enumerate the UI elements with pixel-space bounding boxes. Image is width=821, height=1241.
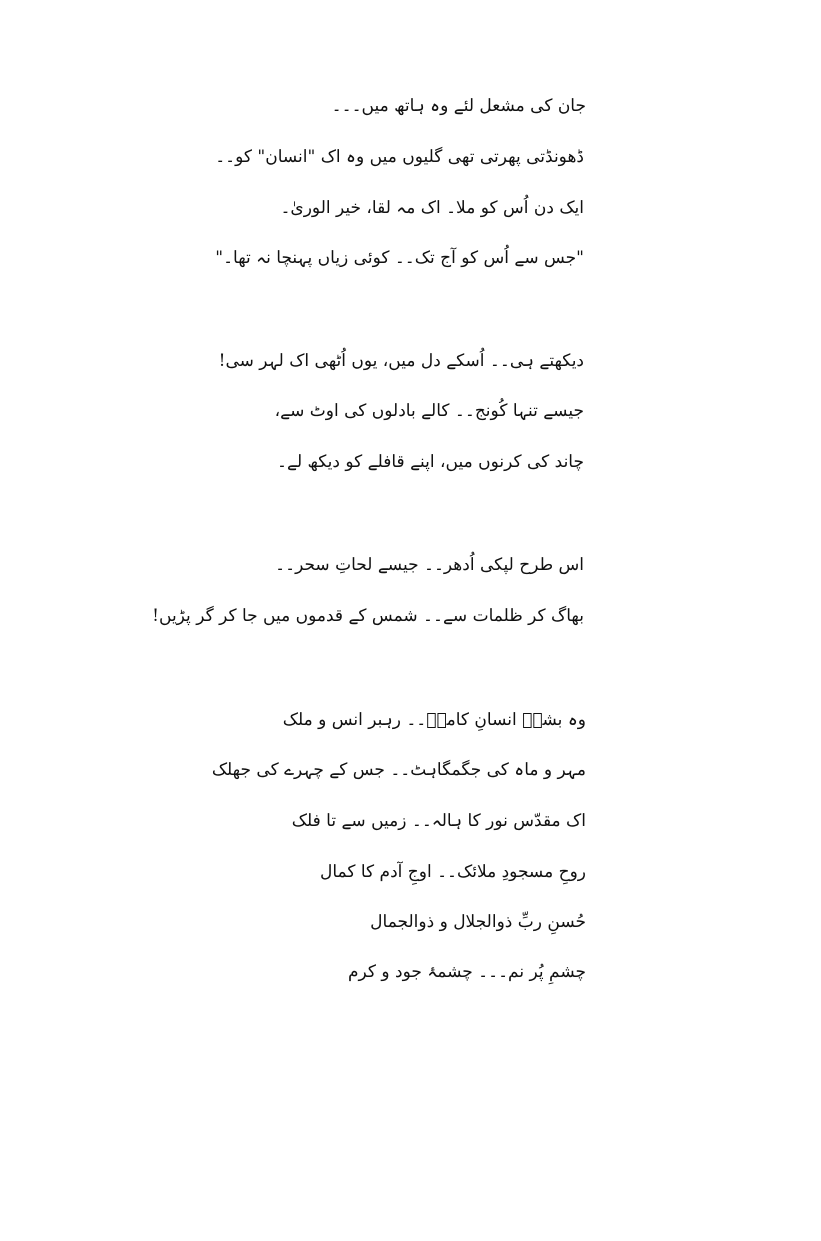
poem-line: ڈھونڈتی پھرتی تھی گلیوں میں وہ اک "انسان" کو۔۔ xyxy=(215,147,584,167)
poem-line: دیکھتے ہی۔۔ اُسکے دل میں، یوں اُٹھی اک لہر سی! xyxy=(218,351,584,371)
poem-line: جان کی مشعل لئے وہ ہاتھ میں۔۔۔ xyxy=(331,96,586,116)
poem-line: اک مقدّس نور کا ہالہ۔۔ زمیں سے تا فلک xyxy=(291,811,586,831)
poem-line: وہ بشرؑ انسانِ کاملؑ۔۔ رہبر انس و ملک xyxy=(282,710,586,730)
poem-line: روحِ مسجودِ ملائک۔۔ اوجِ آدم کا کمال xyxy=(320,862,586,882)
poem-line: چاند کی کرنوں میں، اپنے قافلے کو دیکھ لے۔ xyxy=(277,452,584,472)
poem-line: "جس سے اُس کو آج تک۔۔ کوئی زیاں پہنچا نہ تھا۔" xyxy=(215,248,584,268)
poem-line: اس طرح لپکی اُدھر۔۔ جیسے لحاتِ سحر۔۔ xyxy=(275,555,584,575)
poem-line: چشمِ پُر نم۔۔۔ چشمۂ جود و کرم xyxy=(348,962,586,982)
poem-line: بھاگ کر ظلمات سے۔۔ شمس کے قدموں میں جا کر گر پڑیں! xyxy=(152,606,584,626)
poem-line: ایک دن اُس کو ملا۔ اک مہ لقا، خیر الوریٰ۔ xyxy=(280,198,584,218)
poem-line: حُسنِ ربِّ ذوالجلال و ذوالجمال xyxy=(370,912,586,932)
poem-line: جیسے تنہا کُونج۔۔ کالے بادلوں کی اوٹ سے، xyxy=(274,401,584,421)
poem-line: مہر و ماہ کی جگمگاہٹ۔۔ جس کے چہرے کی جھلک xyxy=(211,760,586,780)
